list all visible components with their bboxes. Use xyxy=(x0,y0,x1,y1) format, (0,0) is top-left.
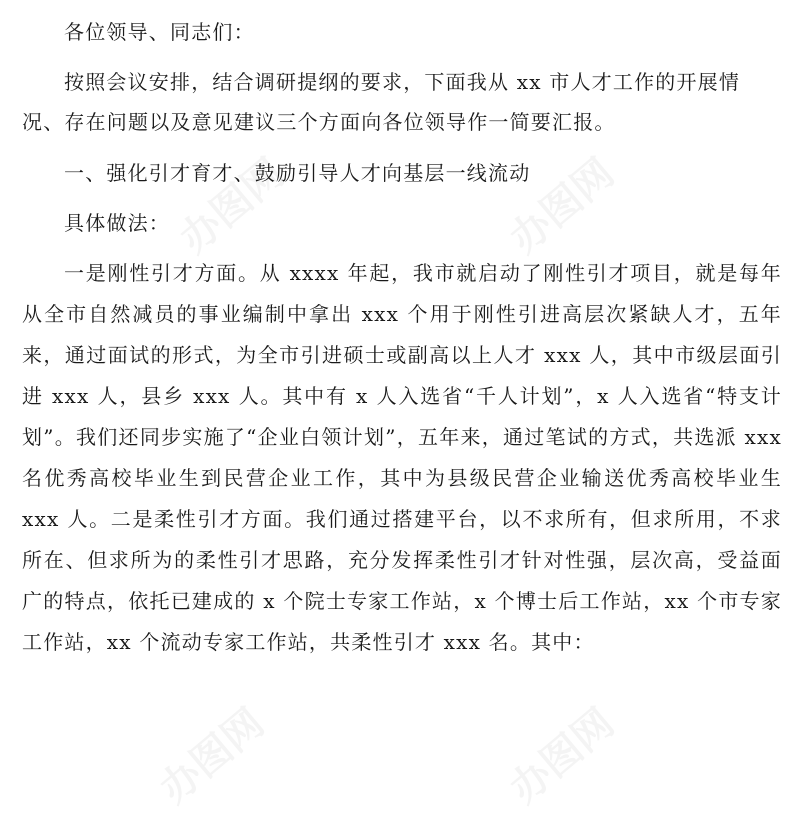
watermark xyxy=(146,693,275,814)
body-paragraph: 一是刚性引才方面。从 xxxx 年起，我市就启动了刚性引才项目，就是每年从全市自然减员的事业编制中拿出 xxx 个用于刚性引进高层次紧缺人才，五年来，通过面试的形式，为全市引进硕士或副高以上人才 xxx 人，其中市级层面引进 xxx 人，县乡 xxx 人。其中有 x 人入选省“千人计划”，x 人入选省“特支计划”。我们还同步实施了“企业白领计划”，五年来，通过笔试的方式，共选派 xxx 名优秀高校毕业生到民营企业工作，其中为县级民营企业输送优秀高校毕业生 xxx 人。二是柔性引才方面。我们通过搭建平台，以不求所有，但求所用，不求所在、但求所为的柔性引才思路，充分发挥柔性引才针对性强，层次高，受益面广的特点，依托已建成的 x 个院士专家工作站，x 个博士后工作站，xx 个市专家工作站，xx 个流动专家工作站，共柔性引才 xxx 名。其中： xyxy=(22,261,782,654)
salutation: 各位领导、同志们： xyxy=(64,20,255,44)
section-heading: 一、强化引才育才、鼓励引导人才向基层一线流动 xyxy=(64,161,531,185)
intro-paragraph: 按照会议安排，结合调研提纲的要求，下面我从 xx 市人才工作的开展情况、存在问题以及意见建议三个方面向各位领导作一简要汇报。 xyxy=(22,70,741,134)
document-body xyxy=(22,12,782,663)
sub-heading: 具体做法： xyxy=(64,211,170,235)
watermark xyxy=(496,693,625,814)
